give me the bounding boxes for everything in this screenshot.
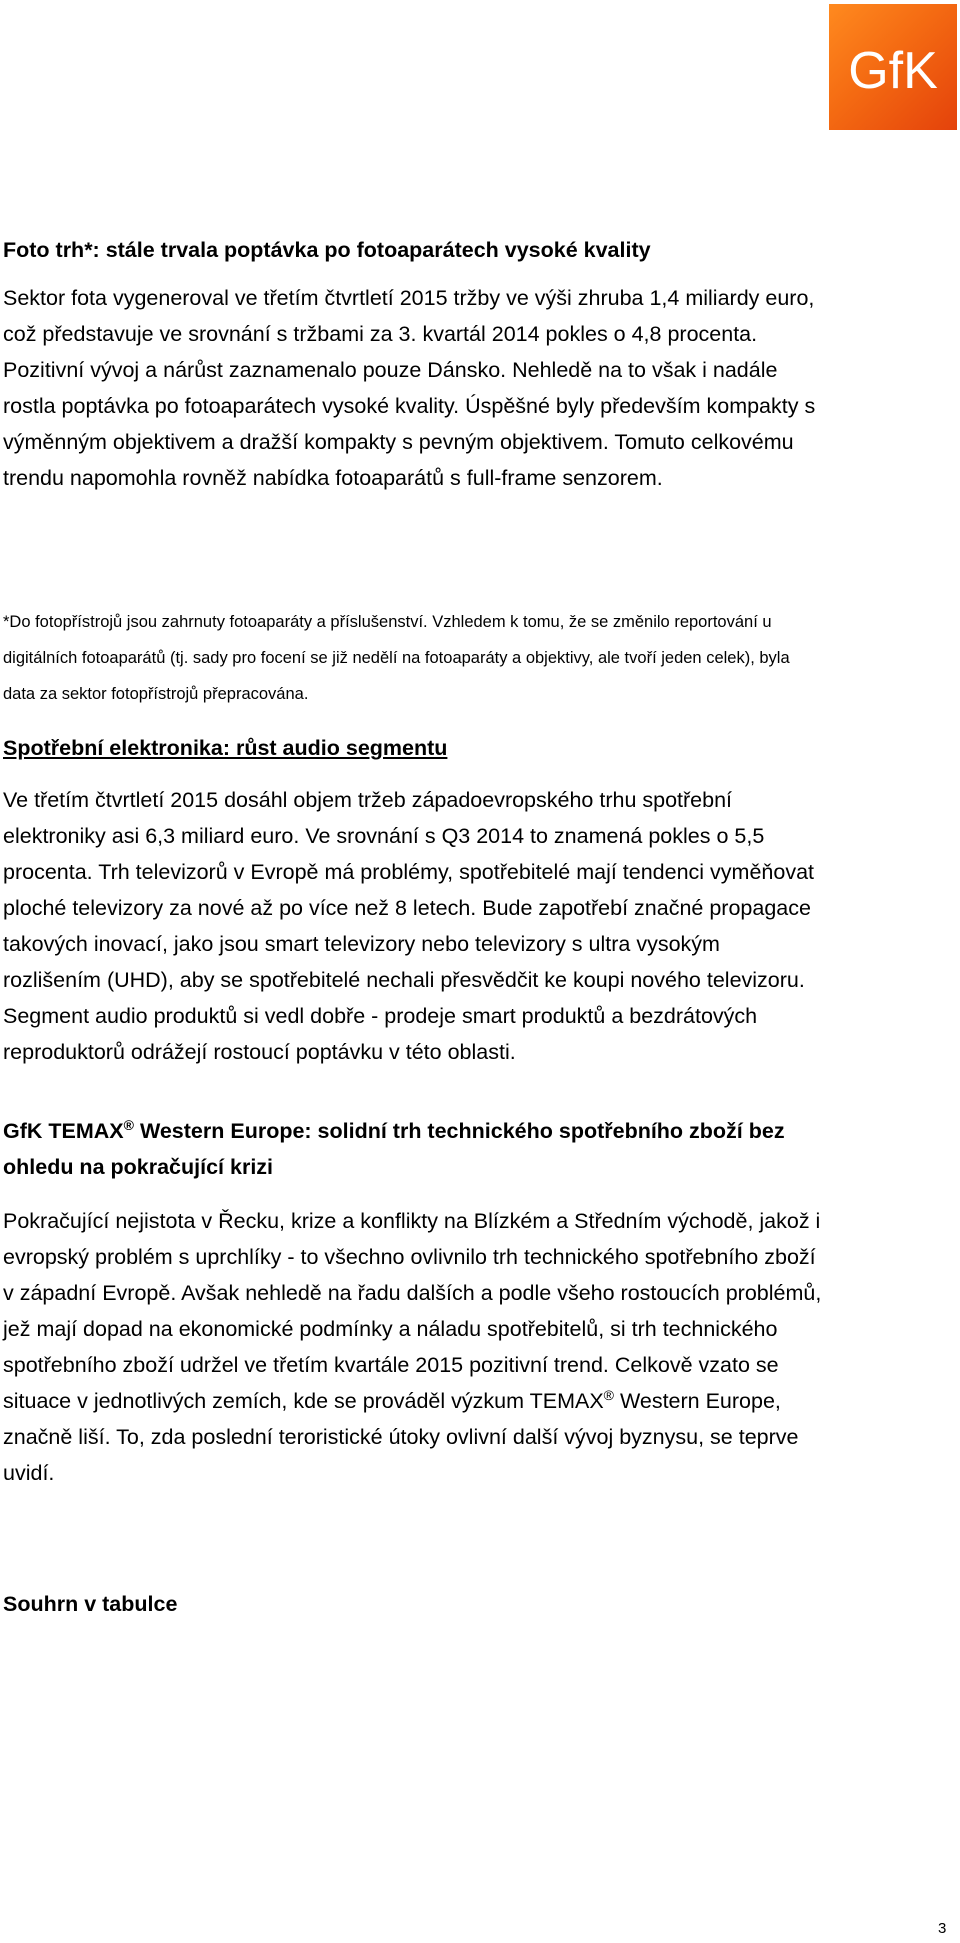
foto-heading: Foto trh*: stále trvala poptávka po fotoaparátech vysoké kvality <box>3 238 651 262</box>
gfk-logo <box>829 4 957 130</box>
temax-paragraph-part2: Western Europe, značně liší. To, zda poslední teroristické útoky ovlivní další vývoj byznysu, se teprve uvidí. <box>3 1389 799 1485</box>
elektronika-heading: Spotřební elektronika: růst audio segmentu <box>3 736 448 760</box>
foto-paragraph: Sektor fota vygeneroval ve třetím čtvrtletí 2015 tržby ve výši zhruba 1,4 miliardy euro, což představuje ve srovnání s tržbami za 3. kvartál 2014 pokles o 4,8 procenta. Pozitivní vývoj a nárůst zaznamenalo pouze Dánsko. Nehledě na to však i nadále rostla poptávka po fotoaparátech vysoké kvality. Úspěšné byly především kompakty s výměnným objektivem a dražší kompakty s pevným objektivem. Tomuto celkovému trendu napomohla rovněž nabídka fotoaparátů s full-frame senzorem. <box>3 286 816 490</box>
temax-paragraph-part1: Pokračující nejistota v Řecku, krize a konflikty na Blízkém a Středním východě, jakož i evropský problém s uprchlíky - to všechno ovlivnilo trh technického spotřebního zboží v západní Evropě. Avšak nehledě na řadu dalších a podle všeho rostoucích problémů, jež mají dopad na ekonomické podmínky a náladu spotřebitelů, si trh technického spotřebního zboží udržel ve třetím kvartále 2015 pozitivní trend. Celkově vzato se situace v jednotlivých zemích, kde se prováděl výzkum TEMAX <box>3 1209 822 1413</box>
gfk-logo-mark <box>829 4 957 130</box>
temax-heading-part2: Western Europe: solidní trh technického spotřebního zboží bez ohledu na pokračující krizi <box>3 1119 785 1179</box>
registered-mark: ® <box>123 1116 134 1133</box>
souhrn-heading: Souhrn v tabulce <box>3 1592 178 1616</box>
elektronika-paragraph: Ve třetím čtvrtletí 2015 dosáhl objem tržeb západoevropského trhu spotřební elektroniky asi 6,3 miliard euro. Ve srovnání s Q3 2014 to znamená pokles o 5,5 procenta. Trh televizorů v Evropě má problémy, spotřebitelé mají tendenci vyměňovat ploché televizory za nové až po více než 8 letech. Bude zapotřebí značné propagace takových inovací, jako jsou smart televizory nebo televizory s ultra vysokým rozlišením (UHD), aby se spotřebitelé nechali přesvědčit ke koupi nového televizoru. Segment audio produktů si vedl dobře - prodeje smart produktů a bezdrátových reproduktorů odrážejí rostoucí poptávku v této oblasti. <box>3 788 815 1064</box>
temax-paragraph <box>3 1203 823 1491</box>
temax-heading <box>3 1113 823 1185</box>
registered-mark: ® <box>603 1386 614 1403</box>
foto-footnote: *Do fotopřístrojů jsou zahrnuty fotoaparáty a příslušenství. Vzhledem k tomu, že se změnilo reportování u digitálních fotoaparátů (tj. sady pro focení se již nedělí na fotoaparáty a objektivy, ale tvoří jeden celek), byla data za sektor fotopřístrojů přepracována. <box>3 613 790 703</box>
page-number: 3 <box>938 1920 947 1937</box>
temax-heading-part1: GfK TEMAX <box>3 1119 124 1143</box>
gfk-logo-text: GfK <box>848 42 938 100</box>
